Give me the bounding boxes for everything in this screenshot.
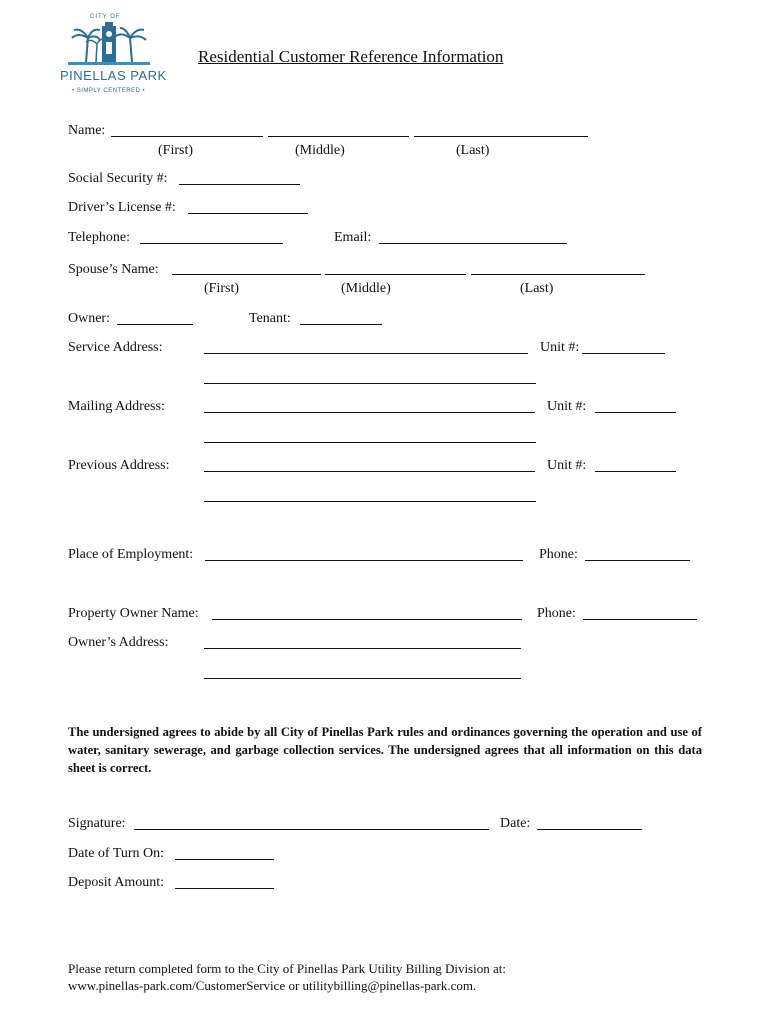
logo-name: PINELLAS PARK [60, 68, 167, 83]
telephone-field[interactable] [140, 243, 283, 244]
tenant-label: Tenant: [249, 311, 291, 326]
footer-line-2: www.pinellas-park.com/CustomerService or utilitybilling@pinellas-park.com. [68, 978, 477, 993]
deposit-label: Deposit Amount: [68, 875, 165, 890]
agreement-text: The undersigned agrees to abide by all City of Pinellas Park rules and ordinances governing the operation and use of water, sanitary sewerage, and garbage collection services. The undersigned agrees that all information on this data sheet is correct. [68, 725, 702, 775]
property-owner-phone-label: Phone: [537, 606, 576, 621]
employment-label: Place of Employment: [68, 547, 194, 562]
employment-phone-label: Phone: [539, 547, 578, 562]
mailing-address-label: Mailing Address: [68, 399, 165, 414]
drivers-license-field[interactable] [188, 213, 308, 214]
previous-address-field-2[interactable] [204, 501, 536, 502]
turn-on-label: Date of Turn On: [68, 846, 165, 861]
email-field[interactable] [379, 243, 567, 244]
owners-address-label: Owner’s Address: [68, 635, 169, 650]
service-address-label: Service Address: [68, 340, 163, 355]
signature-field[interactable] [134, 829, 489, 830]
spouse-name-label: Spouse’s Name: [68, 262, 159, 277]
city-logo [58, 12, 167, 98]
name-last-caption: (Last) [456, 143, 490, 158]
email-label: Email: [334, 230, 372, 245]
property-owner-field[interactable] [212, 619, 522, 620]
previous-unit-label: Unit #: [547, 458, 587, 473]
form-title: Residential Customer Reference Information [198, 47, 504, 66]
ssn-field[interactable] [179, 184, 300, 185]
previous-unit-field[interactable] [595, 471, 676, 472]
spouse-last-caption: (Last) [520, 281, 554, 296]
owners-address-field-2[interactable] [204, 678, 521, 679]
service-unit-field[interactable] [582, 353, 665, 354]
signature-label: Signature: [68, 816, 126, 831]
mailing-address-field-2[interactable] [204, 442, 536, 443]
mailing-unit-label: Unit #: [547, 399, 587, 414]
employment-field[interactable] [205, 560, 523, 561]
spouse-first-field[interactable] [172, 274, 321, 275]
name-label: Name: [68, 123, 106, 138]
previous-address-field-1[interactable] [204, 471, 535, 472]
mailing-address-field-1[interactable] [204, 412, 535, 413]
deposit-field[interactable] [175, 888, 274, 889]
owner-field[interactable] [117, 324, 193, 325]
drivers-license-label: Driver’s License #: [68, 200, 176, 215]
name-first-caption: (First) [158, 143, 193, 158]
name-middle-field[interactable] [268, 136, 409, 137]
name-middle-caption: (Middle) [295, 143, 345, 158]
mailing-unit-field[interactable] [595, 412, 676, 413]
name-first-field[interactable] [111, 136, 263, 137]
spouse-middle-caption: (Middle) [341, 281, 391, 296]
property-owner-phone-field[interactable] [583, 619, 697, 620]
tenant-field[interactable] [300, 324, 382, 325]
turn-on-field[interactable] [175, 859, 274, 860]
telephone-label: Telephone: [68, 230, 130, 245]
service-address-field-2[interactable] [204, 383, 536, 384]
property-owner-label: Property Owner Name: [68, 606, 199, 621]
owner-label: Owner: [68, 311, 110, 326]
owners-address-field-1[interactable] [204, 648, 521, 649]
spouse-last-field[interactable] [471, 274, 645, 275]
service-unit-label: Unit #: [540, 340, 580, 355]
palm-tree-tower-logo-icon [64, 20, 154, 66]
logo-tagline: • SIMPLY CENTERED • [72, 88, 146, 94]
footer-instructions [68, 960, 708, 994]
spouse-middle-field[interactable] [325, 274, 466, 275]
name-last-field[interactable] [414, 136, 588, 137]
employment-phone-field[interactable] [585, 560, 690, 561]
ssn-label: Social Security #: [68, 171, 168, 186]
previous-address-label: Previous Address: [68, 458, 170, 473]
footer-line-1: Please return completed form to the City of Pinellas Park Utility Billing Division at: [68, 961, 506, 976]
date-field[interactable] [537, 829, 642, 830]
logo-city-of: CITY OF [90, 14, 121, 20]
spouse-first-caption: (First) [204, 281, 239, 296]
service-address-field-1[interactable] [204, 353, 528, 354]
date-label: Date: [500, 816, 531, 831]
